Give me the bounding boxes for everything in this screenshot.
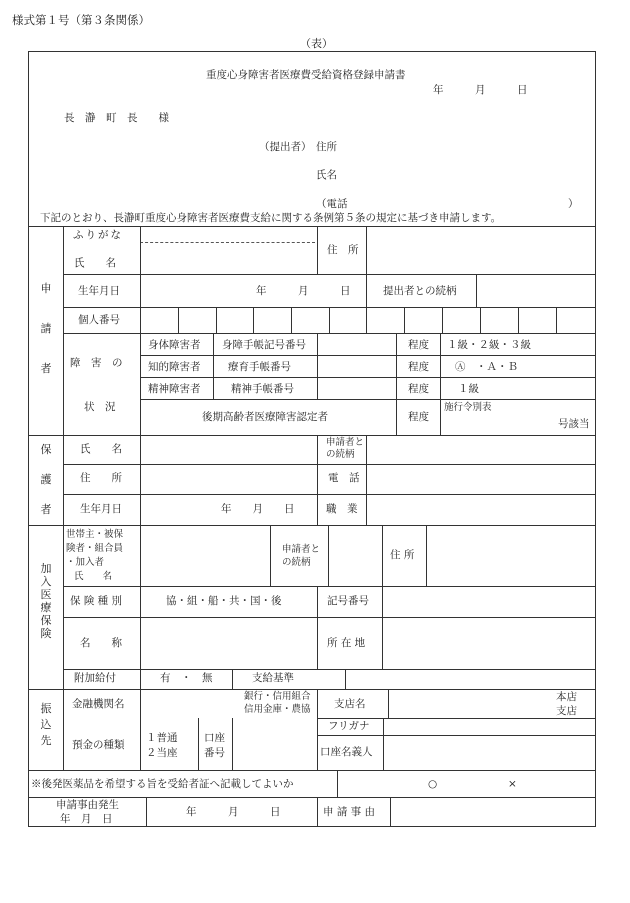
application-date[interactable]: 年 月 日 (433, 84, 528, 96)
insured-head-line-1: 世帯主・被保 (66, 529, 124, 540)
side-label: （表） (300, 37, 333, 50)
addressee: 長 瀞 町 長 様 (64, 112, 169, 124)
submitter-phone-label[interactable]: （電話 ） (316, 198, 579, 210)
generic-drug-no[interactable]: × (508, 778, 517, 790)
physical-degree-label: 程度 (408, 339, 429, 351)
guardian-phone-label: 電 話 (328, 472, 360, 484)
furigana-label: フリガナ (328, 720, 370, 732)
institution-types-line-2[interactable]: 信用金庫・農協 (244, 704, 311, 715)
branch-office-option[interactable]: 支店 (556, 705, 577, 717)
applicant-birthdate-value[interactable]: 年 月 日 (256, 285, 351, 297)
applicant-address-label: 住 所 (327, 244, 359, 256)
deposit-type-label: 預金の種類 (72, 739, 125, 751)
additional-benefit-options[interactable]: 有 ・ 無 (160, 672, 213, 684)
insured-address-label: 住 所 (390, 549, 415, 561)
physical-disability-label: 身体障害者 (148, 339, 201, 351)
mental-grade[interactable]: １級 (458, 383, 479, 395)
account-number-label-1: 口座 (204, 732, 225, 744)
personal-number-label: 個人番号 (78, 314, 120, 326)
insurance-type-options[interactable]: 協・組・船・共・国・後 (166, 595, 282, 607)
submitter-address-label[interactable]: 住所 (316, 141, 337, 153)
insured-head-line-2: 険者・組合員 (66, 543, 124, 554)
form-number: 様式第１号（第３条関係） (12, 13, 150, 27)
insured-head-line-3: ・加入者 (66, 557, 105, 568)
disability-label: 障 害 の (70, 357, 123, 369)
ryoiku-handbook-no-label: 療育手帳番号 (228, 361, 291, 373)
guardian-name-label: 氏 名 (80, 443, 122, 455)
guardian-birthdate-label: 生年月日 (80, 503, 122, 515)
account-number-label-2: 番号 (204, 747, 225, 759)
guardian-birthdate-value[interactable]: 年 月 日 (221, 503, 295, 515)
statement: 下記のとおり、長瀞町重度心身障害者医療費支給に関する条例第５条の規定に基づき申請します。 (40, 212, 502, 224)
reason-label: 申 請 事 由 (323, 806, 376, 818)
insurer-name-label: 名 称 (80, 637, 122, 649)
guardian-section-label: 保 護 者 (40, 443, 52, 516)
guardian-relation-label: 申請者との続柄 (326, 437, 365, 460)
elderly-certified-label: 後期高齢者医療障害認定者 (202, 411, 328, 423)
submitter-label: （提出者） (259, 141, 312, 153)
ryoiku-grades[interactable]: Ⓐ ・Ａ・Ｂ (455, 361, 518, 373)
bank-section-label: 振 込 先 (40, 702, 52, 747)
account-holder-label: 口座名義人 (320, 746, 373, 758)
financial-institution-label: 金融機関名 (72, 698, 125, 710)
applicant-name-label: 氏 名 (74, 257, 116, 269)
symbol-number-label: 記号番号 (327, 595, 369, 607)
physical-handbook-no-label: 身障手帳記号番号 (222, 339, 306, 351)
insurance-section-label: 加 入 医 療 保 険 (40, 562, 52, 640)
physical-grades[interactable]: １級・２級・３級 (447, 339, 531, 351)
mental-handbook-no-label: 精神手帳番号 (231, 383, 294, 395)
submitter-relation-label: 提出者との続柄 (383, 285, 457, 297)
branch-name-label: 支店名 (334, 698, 366, 710)
guardian-address-label: 住 所 (80, 472, 122, 484)
applicable-label: 号該当 (558, 418, 590, 430)
applicant-birthdate-label: 生年月日 (78, 285, 120, 297)
head-office-option[interactable]: 本店 (556, 691, 577, 703)
mental-degree-label: 程度 (408, 383, 429, 395)
submitter-name-label[interactable]: 氏名 (316, 169, 337, 181)
ordinance-table-label: 施行令別表 (444, 402, 492, 413)
generic-drug-question: ※後発医薬品を希望する旨を受給者証へ記載してよいか (31, 778, 294, 790)
insurer-location-label: 所 在 地 (327, 637, 366, 649)
additional-benefit-label: 附加給付 (74, 672, 116, 684)
insurance-type-label: 保 険 種 別 (70, 595, 123, 607)
benefit-criteria-label: 支給基準 (252, 672, 294, 684)
applicant-furigana-label: ふりがな (73, 229, 123, 241)
guardian-occupation-label: 職 業 (326, 503, 358, 515)
form-title: 重度心身障害者医療費受給資格登録申請書 (206, 69, 406, 81)
insured-relation-label: 申請者との続柄 (282, 544, 321, 568)
status-label: 状 況 (84, 401, 116, 413)
intellectual-disability-label: 知的障害者 (148, 361, 201, 373)
elderly-degree-label: 程度 (408, 411, 429, 423)
institution-types-line-1[interactable]: 銀行・信用組合 (244, 691, 311, 702)
mental-disability-label: 精神障害者 (148, 383, 201, 395)
insured-head-line-4: 氏 名 (74, 571, 113, 582)
intellectual-degree-label: 程度 (408, 361, 429, 373)
deposit-type-ordinary[interactable]: １普通 (146, 732, 178, 744)
reason-date-label-2: 年 月 日 (60, 813, 113, 825)
reason-date-label-1: 申請事由発生 (56, 799, 119, 811)
generic-drug-yes[interactable]: ○ (428, 778, 438, 790)
deposit-type-current[interactable]: ２当座 (146, 747, 178, 759)
form-frame (28, 51, 596, 827)
reason-date-value[interactable]: 年 月 日 (186, 806, 281, 818)
applicant-section-label: 申 請 者 (40, 282, 52, 375)
